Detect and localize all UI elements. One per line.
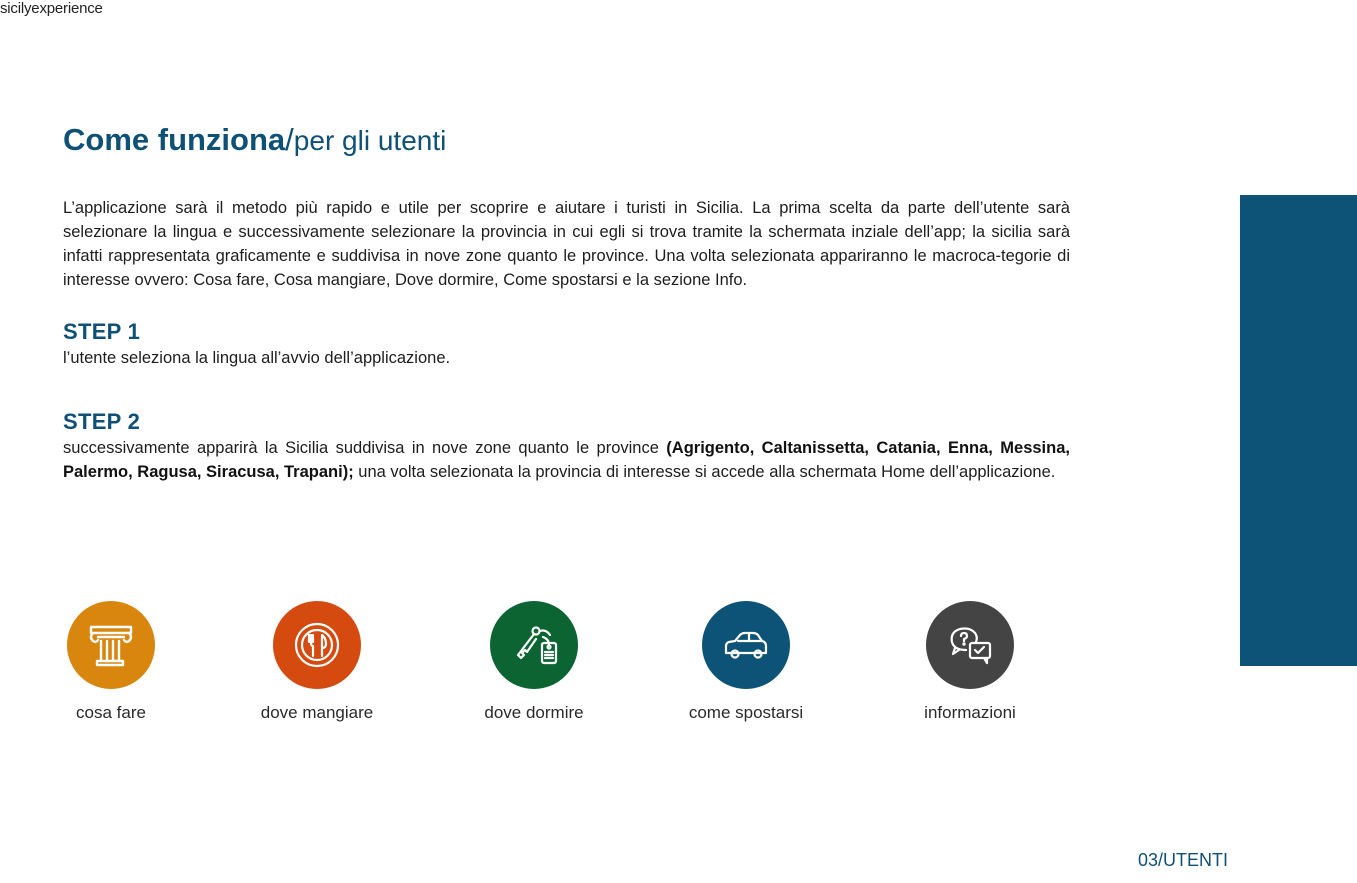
step-1-title: STEP 1 xyxy=(63,319,141,344)
category-informazioni[interactable] xyxy=(890,601,1050,723)
step-2-text xyxy=(63,436,1070,484)
step-2-text-before: successivamente apparirà la Sicilia suddivisa in nove zone quanto le province xyxy=(63,439,667,457)
category-label: informazioni xyxy=(924,703,1016,722)
title-separator: / xyxy=(285,122,294,157)
step-2-text-after: una volta selezionata la provincia di interesse si accede alla schermata Home dell’applicazione. xyxy=(353,463,1056,481)
category-dove-mangiare[interactable] xyxy=(237,601,397,723)
intro-paragraph: L’applicazione sarà il metodo più rapido e utile per scoprire e aiutare i turisti in Sicilia. La prima scelta da parte dell’utente sarà selezionare la lingua e successivamente selezionare la provincia in cui egli si trova tramite la schermata inziale dell’app; la sicilia sarà infatti rappresentata graficamente e suddivisa in nove zone quanto le province. Una volta selezionata appariranno le macroca-tegorie di interesse ovvero: Cosa fare, Cosa mangiare, Dove dormire, Come spostarsi e la sezione Info. xyxy=(63,199,1070,289)
page-footer xyxy=(1138,850,1228,871)
category-label: cosa fare xyxy=(76,703,146,722)
brand-name: sicilyexperience xyxy=(0,0,103,17)
category-label: come spostarsi xyxy=(688,703,804,722)
category-cosa-fare[interactable] xyxy=(31,601,191,723)
chat-question-icon xyxy=(926,601,1014,689)
plate-cutlery-icon xyxy=(273,601,361,689)
category-dove-dormire[interactable] xyxy=(454,601,614,723)
footer-separator: / xyxy=(1158,850,1164,870)
category-label: dove mangiare xyxy=(260,703,374,722)
section-name: UTENTI xyxy=(1163,850,1229,870)
side-accent-bar xyxy=(1240,195,1357,666)
page-title xyxy=(63,122,446,158)
step-2-provinces: (Agrigento, Caltanissetta, Catania, Enna, Messina, Palermo, Ragusa, Siracusa, Trapani); xyxy=(63,439,1070,481)
title-strong: Come funziona xyxy=(63,122,286,157)
step-1-text: l’utente seleziona la lingua all’avvio dell’applicazione. xyxy=(63,349,451,367)
category-come-spostarsi[interactable] xyxy=(666,601,826,723)
car-icon xyxy=(702,601,790,689)
step-2-title: STEP 2 xyxy=(63,409,141,434)
column-icon xyxy=(67,601,155,689)
category-label: dove dormire xyxy=(484,703,584,722)
page-number: 03 xyxy=(1138,850,1159,870)
key-tag-icon xyxy=(490,601,578,689)
title-subtitle: per gli utenti xyxy=(293,125,447,156)
